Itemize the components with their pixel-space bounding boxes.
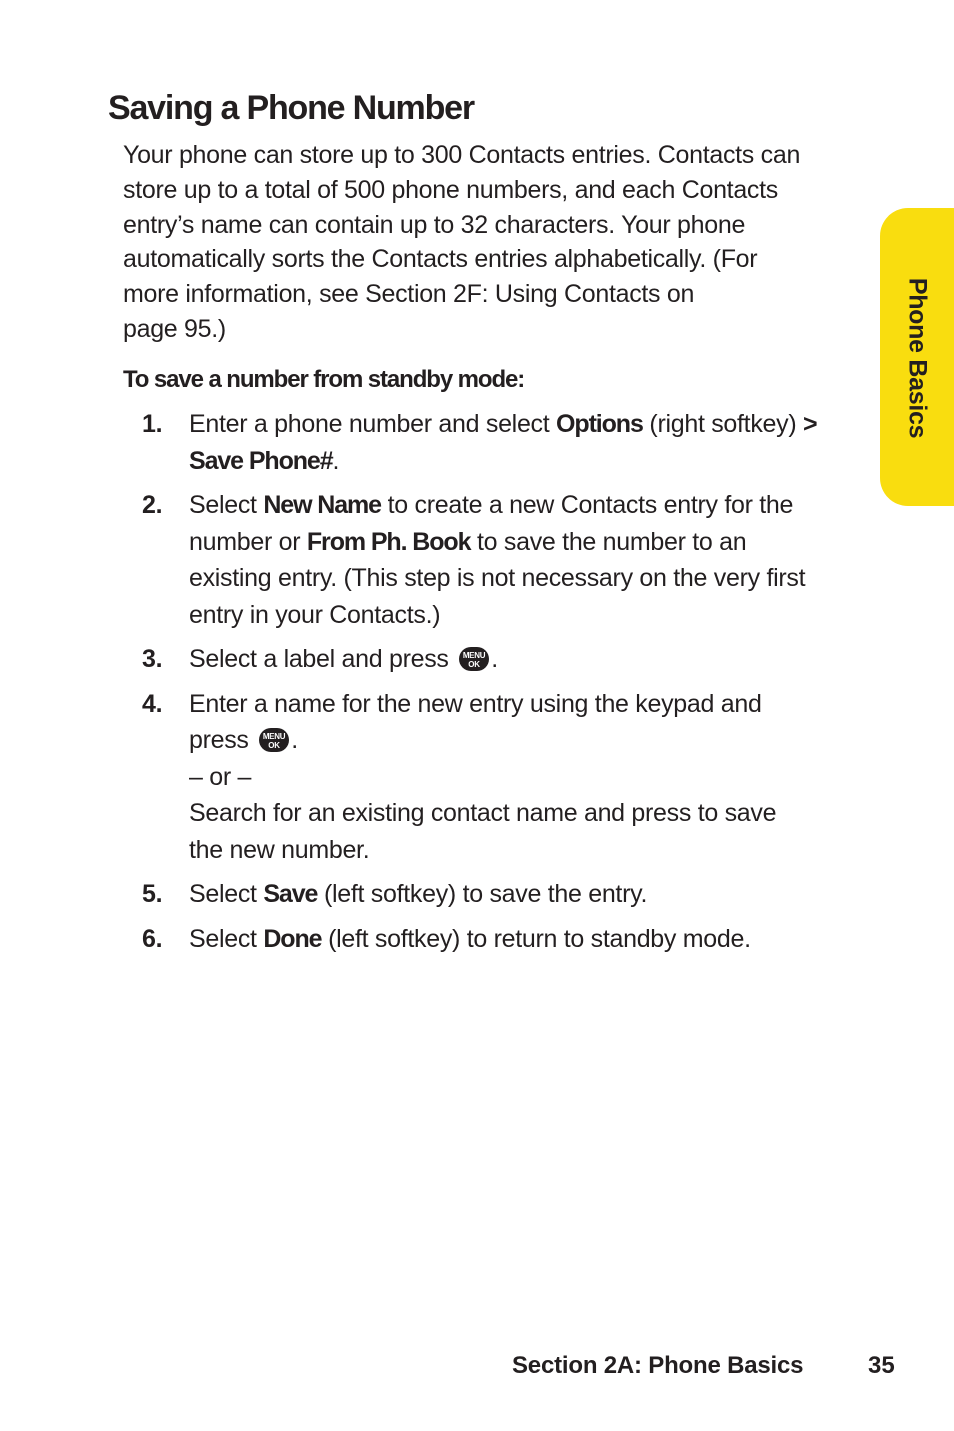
- step-text: to save the number to an: [470, 527, 747, 556]
- step-text: (right softkey): [642, 410, 804, 438]
- step-text: entry in your Contacts.): [189, 600, 441, 629]
- menu-key-line2: OK: [268, 741, 280, 750]
- step-text: Enter a phone number and select: [189, 410, 557, 438]
- step-1: [142, 406, 872, 479]
- page-number: 35: [868, 1352, 895, 1379]
- step-text: press: [189, 726, 256, 754]
- step-4: [142, 686, 872, 869]
- or-separator: – or –: [189, 762, 252, 791]
- step-text: Select: [189, 880, 264, 908]
- intro-line: automatically sorts the Contacts entries alphabetically. (For: [123, 245, 758, 274]
- step-number: 1.: [142, 410, 163, 438]
- intro-line: store up to a total of 500 phone numbers, and each Contacts: [123, 175, 778, 204]
- menu-key-line2: OK: [468, 660, 480, 669]
- step-5: [142, 876, 872, 913]
- menu-key-line1: MENU: [463, 651, 486, 660]
- step-number: 5.: [142, 880, 163, 908]
- step-text: the new number.: [189, 835, 370, 864]
- step-number: 6.: [142, 924, 163, 953]
- intro-line: Your phone can store up to 300 Contacts entries. Contacts can: [123, 141, 801, 169]
- step-text: Select: [189, 491, 264, 519]
- step-number: 2.: [142, 491, 163, 519]
- intro-line: more information, see Section 2F: Using Contacts on: [123, 280, 695, 309]
- menu-path-separator: >: [803, 410, 817, 438]
- step-text: Search for an existing contact name and press to save: [189, 799, 777, 827]
- menu-ok-key-icon: [458, 646, 490, 672]
- step-6: [142, 921, 872, 958]
- step-text: number or: [189, 527, 307, 556]
- step-number: 3.: [142, 645, 163, 673]
- step-text: .: [291, 726, 298, 754]
- menu-ok-key-icon: [258, 727, 290, 753]
- step-number: 4.: [142, 689, 163, 718]
- procedure-subheading: To save a number from standby mode:: [123, 366, 525, 393]
- step-2: [142, 487, 872, 633]
- step-3: [142, 641, 872, 678]
- options-softkey-label: Options: [556, 410, 643, 438]
- step-text: .: [491, 645, 498, 673]
- from-phone-book-option-label: From Ph. Book: [306, 527, 471, 556]
- done-softkey-label: Done: [263, 924, 322, 953]
- step-text: existing entry. (This step is not necessary on the very first: [189, 564, 806, 592]
- step-text: to create a new Contacts entry for the: [380, 491, 794, 519]
- step-text: Enter a name for the new entry using the keypad and: [189, 689, 762, 718]
- section-side-tab: [880, 208, 954, 506]
- steps-list: [142, 406, 872, 965]
- step-text: Select a label and press: [189, 645, 456, 673]
- footer-section-title: Section 2A: Phone Basics: [512, 1352, 804, 1379]
- new-name-option-label: New Name: [263, 491, 381, 519]
- page-heading: Saving a Phone Number: [108, 89, 474, 127]
- step-text: (left softkey) to return to standby mode.: [321, 924, 751, 953]
- side-tab-label: Phone Basics: [903, 277, 932, 439]
- intro-line: entry’s name can contain up to 32 characters. Your phone: [123, 210, 746, 239]
- save-phone-option-label: Save Phone#: [189, 446, 333, 475]
- step-text: (left softkey) to save the entry.: [317, 880, 648, 908]
- save-softkey-label: Save: [263, 880, 318, 908]
- step-text: Select: [189, 924, 264, 953]
- intro-line: page 95.): [123, 314, 226, 343]
- intro-paragraph: [123, 138, 863, 347]
- step-text: .: [332, 446, 340, 475]
- menu-key-line1: MENU: [263, 732, 286, 741]
